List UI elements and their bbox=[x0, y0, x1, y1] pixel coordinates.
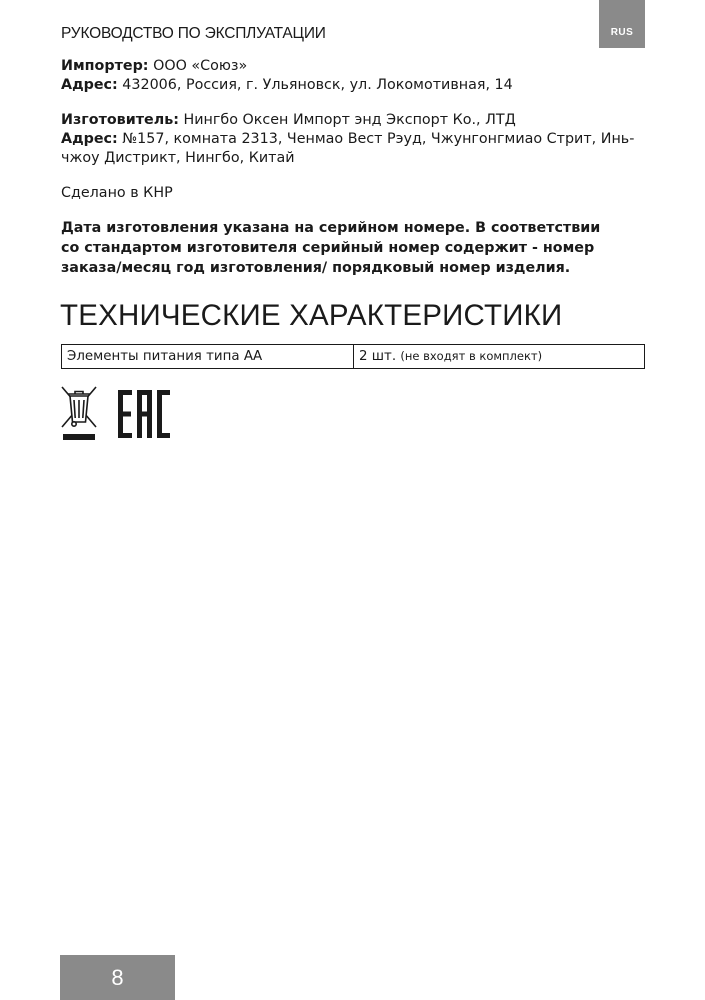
importer-address-value: 432006, Россия, г. Ульяновск, ул. Локомотивная, 14 bbox=[122, 77, 513, 93]
eac-conformity-mark-icon bbox=[118, 390, 170, 438]
language-tab: RUS bbox=[599, 0, 645, 48]
importer-info bbox=[61, 57, 646, 95]
document-header-title: РУКОВОДСТВО ПО ЭКСПЛУАТАЦИИ bbox=[61, 25, 326, 42]
spec-value: 2 шт. bbox=[359, 349, 397, 364]
crossed-out-wheelie-bin-icon bbox=[60, 386, 98, 442]
table-row bbox=[62, 345, 645, 369]
manufacture-date-note bbox=[61, 218, 646, 278]
importer-value: ООО «Союз» bbox=[153, 58, 248, 74]
date-note-line-2: со стандартом изготовителя серийный номер содержит - номер bbox=[61, 240, 595, 256]
manufacturer-info bbox=[61, 111, 646, 168]
spec-name-cell: Элементы питания типа АА bbox=[62, 345, 354, 369]
date-note-line-1: Дата изготовления указана на серийном номере. В соответствии bbox=[61, 220, 601, 236]
importer-address-label: Адрес: bbox=[61, 77, 118, 93]
specs-title: ТЕХНИЧЕСКИЕ ХАРАКТЕРИСТИКИ bbox=[60, 299, 563, 332]
manufacturer-label: Изготовитель: bbox=[61, 112, 179, 128]
manufacturer-address-line1: №157, комната 2313, Ченмао Вест Рэуд, Чжунгонгмиао Стрит, Инь- bbox=[122, 131, 635, 147]
importer-label: Импортер: bbox=[61, 58, 149, 74]
page-number: 8 bbox=[60, 955, 175, 1000]
date-note-line-3: заказа/месяц год изготовления/ порядковый номер изделия. bbox=[61, 260, 571, 276]
made-in-text: Сделано в КНР bbox=[61, 185, 173, 201]
manufacturer-value: Нингбо Оксен Импорт энд Экспорт Ко., ЛТД bbox=[183, 112, 516, 128]
manufacturer-address-label: Адрес: bbox=[61, 131, 118, 147]
spec-value-cell bbox=[354, 345, 645, 369]
spec-value-note: (не входят в комплект) bbox=[400, 349, 543, 363]
specs-table bbox=[61, 344, 645, 369]
manufacturer-address-line2: чжоу Дистрикт, Нингбо, Китай bbox=[61, 150, 295, 166]
